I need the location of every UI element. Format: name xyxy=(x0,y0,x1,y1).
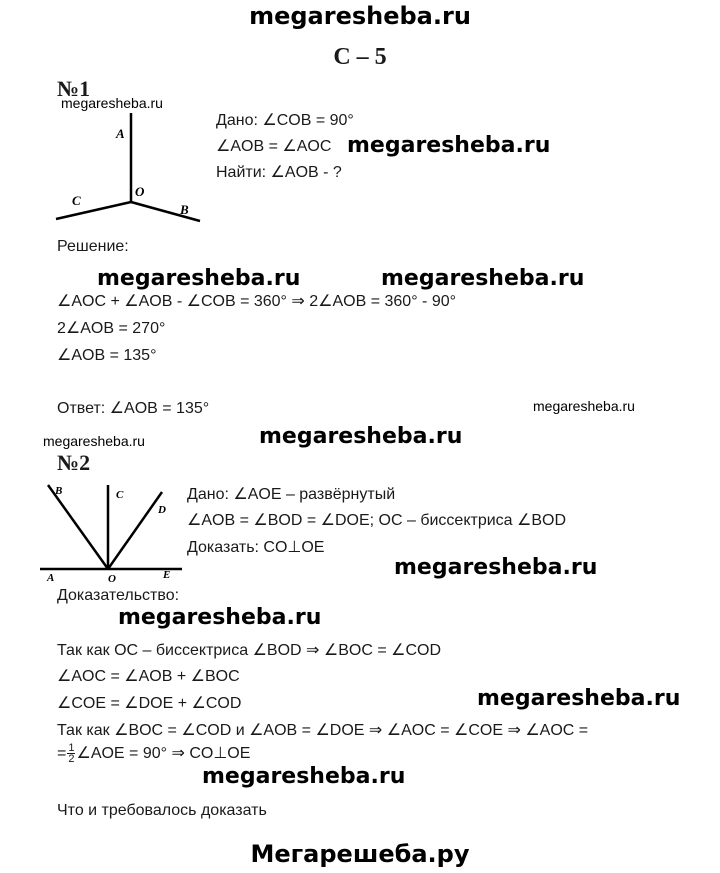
task2-line-5 xyxy=(57,743,250,764)
task2-line-3: ∠COE = ∠DOE + ∠COD xyxy=(57,695,242,712)
task1-line-3: ∠AOB = 135° xyxy=(57,347,157,364)
task1-figure xyxy=(50,108,210,228)
task1-line-2: 2∠AOB = 270° xyxy=(57,320,166,337)
fraction-numerator: 1 xyxy=(68,742,75,755)
watermark-small: megaresheba.ru xyxy=(533,398,635,414)
task2-number: №2 xyxy=(57,450,91,475)
task2-line-4: Так как ∠BOC = ∠COD и ∠AOB = ∠DOE ⇒ ∠AOC = ∠COE ⇒ ∠AOC = xyxy=(57,722,589,739)
task1-number: №1 xyxy=(57,76,91,101)
ray-ob xyxy=(48,485,108,569)
task2-figure xyxy=(35,478,185,586)
fraction-denominator: 2 xyxy=(68,753,75,766)
watermark: megaresheba.ru xyxy=(381,266,585,291)
watermark-small: megaresheba.ru xyxy=(43,433,145,449)
ray-ob xyxy=(131,202,200,221)
watermark: megaresheba.ru xyxy=(259,424,463,449)
task2-line-2: ∠AOC = ∠AOB + ∠BOC xyxy=(57,668,240,685)
site-footer: Мегарешеба.ру xyxy=(250,840,470,868)
watermark: megaresheba.ru xyxy=(347,133,551,158)
task2-conclusion: Что и требовалось доказать xyxy=(57,802,267,819)
label-d: D xyxy=(158,504,166,516)
ray-oc xyxy=(56,202,131,219)
label-b: B xyxy=(180,202,189,217)
task2-line-1: Так как OC – биссектриса ∠BOD ⇒ ∠BOC = ∠COD xyxy=(57,642,442,659)
line5-prefix: = xyxy=(57,745,67,762)
task2-prove: Доказать: CO⊥OE xyxy=(187,539,325,556)
label-b: B xyxy=(55,485,63,497)
label-o: O xyxy=(108,573,116,585)
label-o: O xyxy=(135,184,145,199)
task2-given2: ∠AOB = ∠BOD = ∠DOE; OC – биссектриса ∠BOD xyxy=(187,512,567,529)
task1-given2: ∠AOB = ∠AOC xyxy=(216,138,332,155)
label-a: A xyxy=(47,572,55,584)
ray-od xyxy=(108,492,162,569)
watermark-small: megaresheba.ru xyxy=(61,95,163,111)
task1-line-1: ∠AOC + ∠AOB - ∠COB = 360° ⇒ 2∠AOB = 360° - 90° xyxy=(57,293,457,310)
label-c: C xyxy=(72,193,81,208)
site-header: megaresheba.ru xyxy=(249,2,471,30)
fraction-half xyxy=(67,743,75,764)
task2-given: Дано: ∠AOE – развёрнутый xyxy=(187,486,396,503)
watermark: megaresheba.ru xyxy=(394,555,598,580)
task2-proof-title: Доказательство: xyxy=(57,587,180,604)
watermark: megaresheba.ru xyxy=(118,605,322,630)
task1-given: Дано: ∠COB = 90° xyxy=(216,112,354,129)
watermark: megaresheba.ru xyxy=(202,764,406,789)
task1-solution-title: Решение: xyxy=(57,238,129,255)
watermark: megaresheba.ru xyxy=(477,686,681,711)
task1-answer: Ответ: ∠AOB = 135° xyxy=(57,400,210,417)
line5-rest: ∠AOE = 90° ⇒ CO⊥OE xyxy=(76,745,251,762)
task1-find: Найти: ∠AOB - ? xyxy=(216,164,342,181)
label-c: C xyxy=(116,489,124,501)
section-title: С – 5 xyxy=(333,44,387,70)
label-e: E xyxy=(163,569,171,581)
watermark: megaresheba.ru xyxy=(97,266,301,291)
label-a: A xyxy=(116,126,125,141)
